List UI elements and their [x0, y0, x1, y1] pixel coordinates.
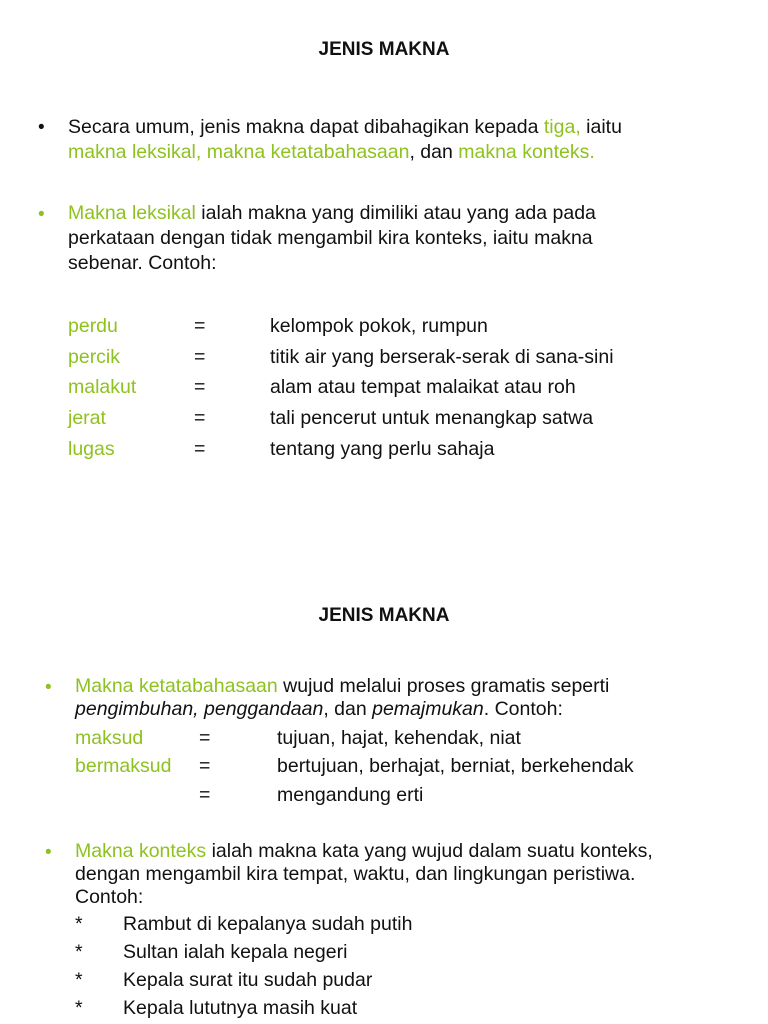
example-meaning: tentang yang perlu sahaja — [270, 438, 495, 460]
intro-text: Secara umum, jenis makna dapat dibahagikan kepada — [68, 116, 544, 138]
paragraph-intro — [68, 115, 622, 165]
leksikal-text-3: sebenar. Contoh: — [68, 252, 217, 274]
intro-text-iaitu: iaitu — [580, 116, 622, 138]
example-row — [75, 727, 715, 751]
ketatabahasaan-text-dan: , dan — [323, 698, 373, 720]
list-item — [75, 941, 715, 965]
example-word: perdu — [68, 315, 118, 337]
bullet-marker: • — [38, 117, 45, 138]
list-item — [75, 913, 715, 937]
example-meaning: titik air yang berserak-serak di sana-sini — [270, 346, 614, 368]
konteks-text-3: Contoh: — [75, 886, 144, 908]
example-word: bermaksud — [75, 755, 172, 777]
example-row — [75, 755, 715, 779]
example-word: maksud — [75, 727, 144, 749]
paragraph-ketatabahasaan — [75, 675, 609, 721]
equals-sign: = — [199, 727, 211, 749]
italic-pemajmukan: pemajmukan — [372, 698, 484, 720]
example-row — [68, 438, 708, 462]
list-item — [75, 997, 715, 1021]
konteks-text-2: dengan mengambil kira tempat, waktu, dan lingkungan peristiwa. — [75, 863, 636, 885]
highlight-konteks: makna konteks. — [458, 141, 595, 163]
example-row — [68, 407, 708, 431]
example-sentence: Sultan ialah kepala negeri — [123, 941, 348, 963]
asterisk-marker: * — [75, 913, 83, 935]
ketatabahasaan-text-1: wujud melalui proses gramatis seperti — [277, 675, 610, 697]
example-sentence: Kepala surat itu sudah pudar — [123, 969, 373, 991]
bullet-marker: • — [38, 204, 45, 225]
italic-processes: pengimbuhan, penggandaan — [75, 698, 324, 720]
example-meaning: mengandung erti — [277, 784, 424, 806]
term-makna-konteks: Makna konteks — [75, 840, 207, 862]
paragraph-leksikal — [68, 201, 596, 276]
example-meaning: alam atau tempat malaikat atau roh — [270, 376, 576, 398]
bullet-marker: • — [45, 842, 52, 863]
leksikal-text-2: perkataan dengan tidak mengambil kira konteks, iaitu makna — [68, 227, 593, 249]
equals-sign: = — [194, 407, 206, 429]
leksikal-text-1: ialah makna yang dimiliki atau yang ada pada — [195, 202, 596, 224]
example-row — [68, 346, 708, 370]
asterisk-marker: * — [75, 969, 83, 991]
list-item — [75, 969, 715, 993]
equals-sign: = — [199, 755, 211, 777]
example-word: percik — [68, 346, 121, 368]
example-word: jerat — [68, 407, 106, 429]
paragraph-konteks — [75, 840, 653, 909]
asterisk-marker: * — [75, 997, 83, 1019]
equals-sign: = — [194, 438, 206, 460]
equals-sign: = — [194, 376, 206, 398]
highlight-types: makna leksikal, makna ketatabahasaan — [68, 141, 410, 163]
page-title: JENIS MAKNA — [318, 39, 450, 60]
konteks-text-1: ialah makna kata yang wujud dalam suatu konteks, — [206, 840, 653, 862]
intro-text-dan: , dan — [409, 141, 459, 163]
example-meaning: tali pencerut untuk menangkap satwa — [270, 407, 594, 429]
page-title: JENIS MAKNA — [318, 605, 450, 626]
example-row — [68, 376, 708, 400]
example-row — [68, 315, 708, 339]
highlight-tiga: tiga, — [543, 116, 581, 138]
term-makna-leksikal: Makna leksikal — [68, 202, 196, 224]
ketatabahasaan-text-contoh: . Contoh: — [483, 698, 563, 720]
asterisk-marker: * — [75, 941, 83, 963]
example-row — [75, 784, 715, 808]
example-word: lugas — [68, 438, 115, 460]
example-meaning: bertujuan, berhajat, berniat, berkehendak — [277, 755, 634, 777]
example-sentence: Kepala lututnya masih kuat — [123, 997, 358, 1019]
example-sentence: Rambut di kepalanya sudah putih — [123, 913, 413, 935]
bullet-marker: • — [45, 677, 52, 698]
term-makna-ketatabahasaan: Makna ketatabahasaan — [75, 675, 278, 697]
equals-sign: = — [194, 315, 206, 337]
example-meaning: tujuan, hajat, kehendak, niat — [277, 727, 521, 749]
example-word: malakut — [68, 376, 137, 398]
equals-sign: = — [199, 784, 211, 806]
equals-sign: = — [194, 346, 206, 368]
example-meaning: kelompok pokok, rumpun — [270, 315, 488, 337]
